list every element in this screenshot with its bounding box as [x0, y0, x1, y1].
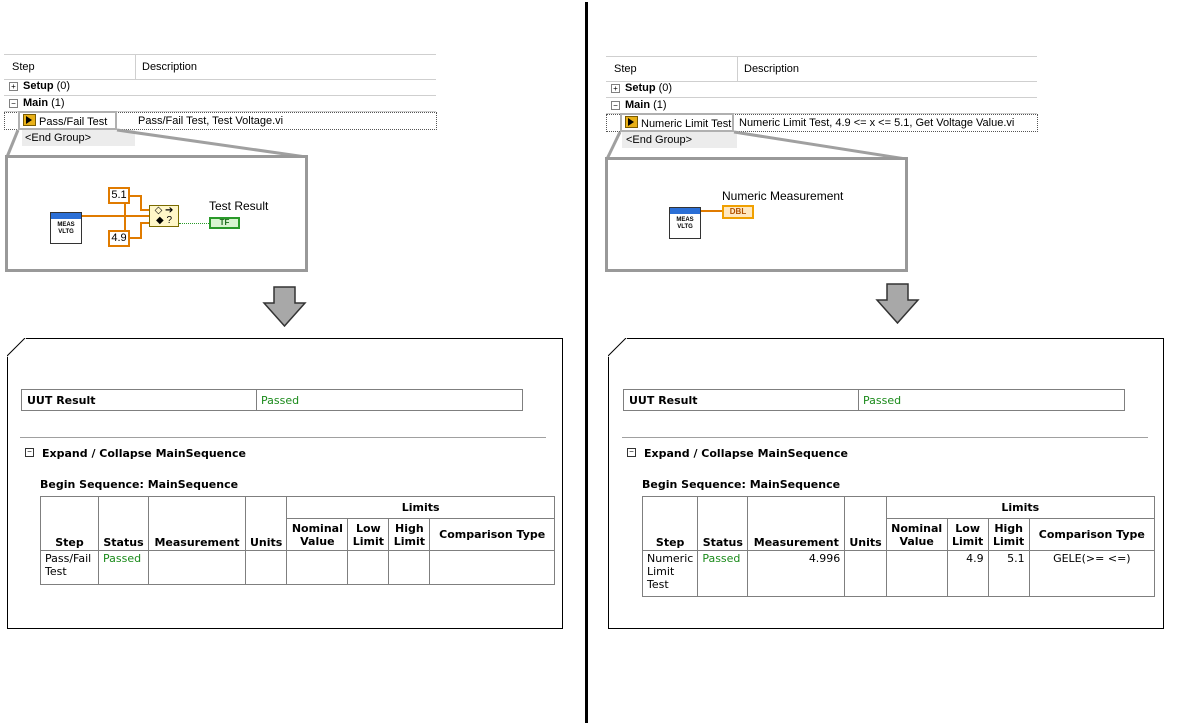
- grid-header-step[interactable]: Step: [614, 63, 637, 75]
- meas-vltg-subvi-icon: MEAS VLTG: [50, 212, 82, 244]
- main-group-row[interactable]: − Main (1): [611, 99, 667, 111]
- left-report-page: [7, 338, 563, 629]
- end-group-row[interactable]: <End Group>: [22, 130, 135, 146]
- left-down-arrow-icon: [262, 286, 308, 328]
- grid-header-description[interactable]: Description: [142, 61, 198, 73]
- grid-header-description[interactable]: Description: [744, 63, 800, 75]
- upper-limit-constant: 5.1: [108, 187, 130, 204]
- end-group-row[interactable]: <End Group>: [622, 132, 737, 148]
- collapse-sequence-icon[interactable]: −: [25, 448, 34, 457]
- uut-status-value: Passed: [863, 394, 902, 407]
- test-result-label: Test Result: [209, 199, 269, 213]
- expand-plus-icon[interactable]: +: [9, 82, 18, 91]
- uut-result-row: UUT Result Passed: [21, 389, 523, 411]
- in-range-compare-icon: ◇ ➔ ◆ ?: [149, 205, 179, 227]
- left-block-diagram: [5, 155, 308, 272]
- right-block-diagram: [605, 157, 908, 272]
- expand-plus-icon[interactable]: +: [611, 84, 620, 93]
- right-down-arrow-icon: [875, 283, 921, 325]
- step-name-cell[interactable]: Numeric Limit Test: [620, 113, 734, 132]
- expand-collapse-link[interactable]: Expand / Collapse MainSequence: [644, 447, 848, 460]
- lower-limit-constant: 4.9: [108, 230, 130, 247]
- setup-group-row[interactable]: + Setup (0): [9, 80, 70, 92]
- numeric-measurement-indicator: DBL: [722, 205, 754, 219]
- begin-sequence-heading: Begin Sequence: MainSequence: [642, 478, 841, 491]
- setup-group-row[interactable]: + Setup (0): [611, 82, 672, 94]
- main-group-row[interactable]: − Main (1): [9, 97, 65, 109]
- meas-vltg-subvi-icon: MEAS VLTG: [669, 207, 701, 239]
- expand-collapse-link[interactable]: Expand / Collapse MainSequence: [42, 447, 246, 460]
- page-corner-fold-icon: [608, 338, 628, 358]
- step-description: Numeric Limit Test, 4.9 <= x <= 5.1, Get Voltage Value.vi: [739, 117, 1015, 129]
- collapse-minus-icon[interactable]: −: [9, 99, 18, 108]
- step-name-cell[interactable]: Pass/Fail Test: [18, 111, 117, 130]
- begin-sequence-heading: Begin Sequence: MainSequence: [40, 478, 239, 491]
- table-row: Pass/Fail Test Passed: [41, 551, 555, 585]
- step-description: Pass/Fail Test, Test Voltage.vi: [138, 115, 284, 127]
- collapse-sequence-icon[interactable]: −: [627, 448, 636, 457]
- test-result-boolean-indicator: TF: [209, 217, 240, 229]
- grid-header-step[interactable]: Step: [12, 61, 35, 73]
- right-report-page: [608, 338, 1164, 629]
- collapse-minus-icon[interactable]: −: [611, 101, 620, 110]
- uut-result-row: UUT Result Passed: [623, 389, 1125, 411]
- table-row: Numeric Limit Test Passed 4.996 4.9 5.1 GELE(>= <=): [643, 551, 1155, 597]
- step-results-table: Step Status Measurement Units Limits Nominal Value Low Limit High Limit Comparison Type Pass/Fail Test Passed: [40, 496, 555, 585]
- step-results-table: Step Status Measurement Units Limits Nominal Value Low Limit High Limit Comparison Type Numeric Limit Test Passed 4.996 4.9 5.1 GELE(>= <=): [642, 496, 1155, 597]
- page-corner-fold-icon: [7, 338, 27, 358]
- uut-status-value: Passed: [261, 394, 300, 407]
- numeric-measurement-label: Numeric Measurement: [722, 189, 844, 203]
